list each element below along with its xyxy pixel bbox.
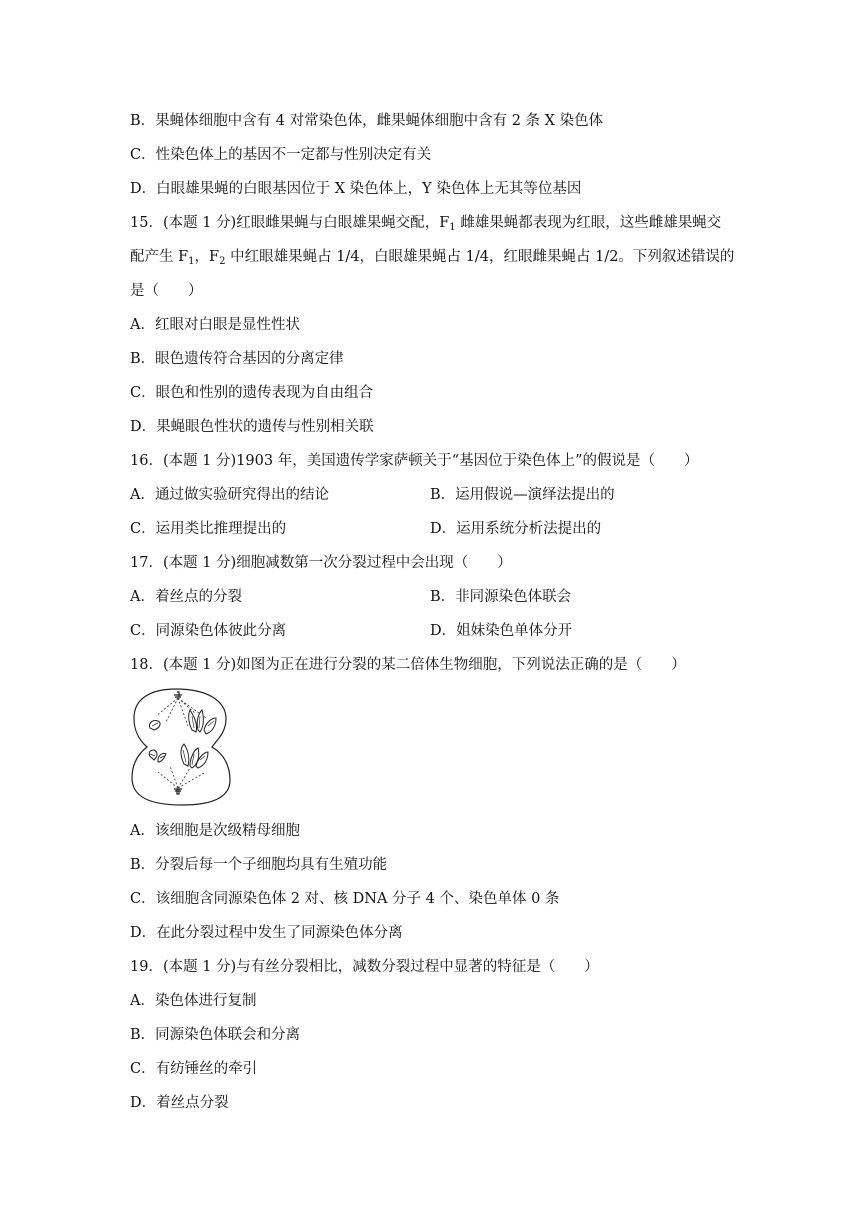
q14-option-c: C．性染色体上的基因不一定都与性别决定有关 [130, 147, 432, 163]
q15-option-b: B．眼色遗传符合基因的分离定律 [130, 351, 344, 367]
q16-stem: 16．(本题 1 分)1903 年，美国遗传学家萨顿关于“基因位于染色体上”的假说是（ ） [130, 453, 699, 469]
q19-option-c: C．有纺锤丝的牵引 [130, 1061, 258, 1077]
q15-option-d: D．果蝇眼色性状的遗传与性别相关联 [130, 419, 374, 435]
q16-option-d: D．运用系统分析法提出的 [430, 521, 602, 537]
q19-option-a: A．染色体进行复制 [130, 993, 257, 1009]
q14-option-d: D．白眼雄果蝇的白眼基因位于 X 染色体上，Y 染色体上无其等位基因 [130, 181, 582, 197]
chromosome-bottom-middle [181, 744, 208, 768]
q15-stem-line1: 15．(本题 1 分)红眼雌果蝇与白眼雄果蝇交配，$F_1$ 雌雄果蝇都表现为红眼，这些雌雄果蝇交 [130, 215, 722, 233]
q19-option-b: B．同源染色体联会和分离 [130, 1027, 301, 1043]
q16-option-b: B．运用假说—演绎法提出的 [430, 487, 615, 503]
q17-option-d: D．姐妹染色单体分开 [430, 623, 573, 639]
dividing-cell-figure [128, 686, 234, 808]
q17-option-c: C．同源染色体彼此分离 [130, 623, 287, 639]
q18-option-c: C．该细胞含同源染色体 2 对、核 DNA 分子 4 个、染色单体 0 条 [130, 891, 560, 907]
q16-option-c: C．运用类比推理提出的 [130, 521, 287, 537]
q19-option-d: D．着丝点分裂 [130, 1095, 229, 1111]
spindle-fibers-bottom [158, 766, 206, 788]
q15-option-c: C．眼色和性别的遗传表现为自由组合 [130, 385, 374, 401]
q15-stem-line2: 配产生 $F_1$，$F_2$ 中红眼雄果蝇占 1/4，白眼雄果蝇占 1/4，红眼雌果蝇占 1/2。下列叙述错误的 [130, 249, 735, 267]
q18-stem: 18．(本题 1 分)如图为正在进行分裂的某二倍体生物细胞，下列说法正确的是（ ） [130, 657, 686, 673]
q18-option-b: B．分裂后每一个子细胞均具有生殖功能 [130, 857, 388, 873]
q19-stem: 19．(本题 1 分)与有丝分裂相比，减数分裂过程中显著的特征是（ ） [130, 959, 599, 975]
chromosome-top-middle [189, 710, 204, 732]
q15-option-a: A．红眼对白眼是显性性状 [130, 317, 300, 333]
chromosome-top-left [149, 721, 160, 730]
spindle-pole-top [174, 692, 182, 697]
q17-option-a: A．着丝点的分裂 [130, 589, 242, 605]
q14-option-b: B．果蝇体细胞中含有 4 对常染色体，雌果蝇体细胞中含有 2 条 X 染色体 [130, 113, 604, 129]
q17-stem: 17．(本题 1 分)细胞减数第一次分裂过程中会出现（ ） [130, 555, 512, 571]
q16-option-a: A．通过做实验研究得出的结论 [130, 487, 329, 503]
q18-option-d: D．在此分裂过程中发生了同源染色体分离 [130, 925, 403, 941]
spindle-pole-bottom [174, 789, 182, 794]
chromosome-top-right [204, 718, 216, 734]
q18-option-a: A．该细胞是次级精母细胞 [130, 823, 300, 839]
q15-stem-line3: 是（ ） [130, 283, 203, 299]
q17-option-b: B．非同源染色体联会 [430, 589, 572, 605]
